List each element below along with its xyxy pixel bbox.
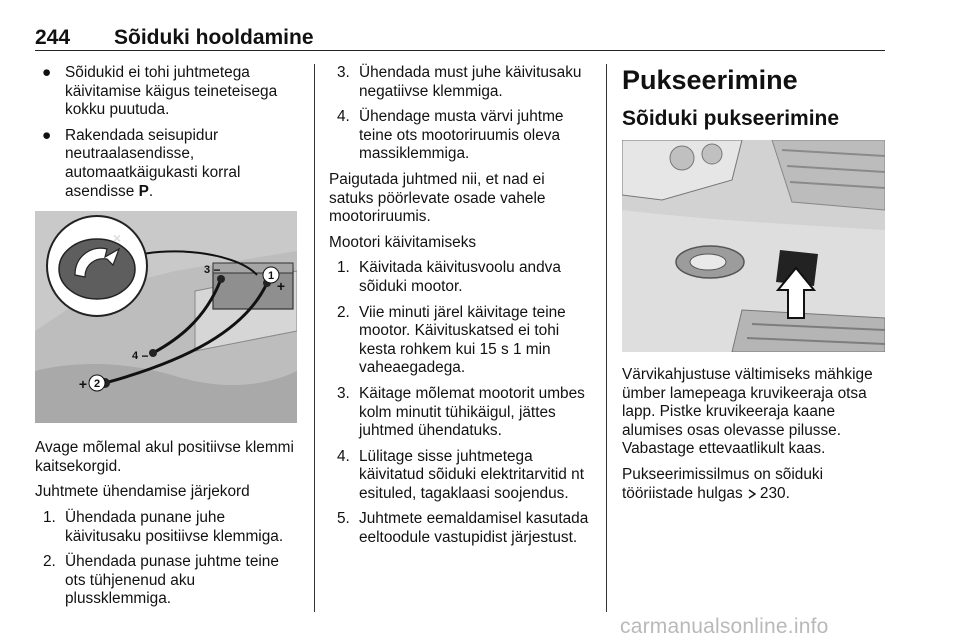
paragraph-text: Pukseerimissilmus on sõiduki tööriistade hulgas: [622, 465, 824, 502]
list-text: Ühendada punane juhe käivitusaku positiivse klemmiga.: [65, 508, 284, 545]
svg-text:×: ×: [112, 230, 122, 247]
paragraph: Mootori käivitamiseks: [329, 233, 477, 251]
page-header: [35, 26, 885, 52]
bullet-text-end: .: [148, 182, 154, 200]
list-item: [329, 510, 591, 547]
callout-4-minus: −: [141, 349, 149, 364]
list-number: 4.: [337, 108, 350, 126]
page-number: 244: [35, 26, 71, 49]
paragraph: Juhtmete ühendamise järjekord: [35, 483, 250, 501]
callout-3: 3: [203, 264, 211, 277]
bullet-text: Sõidukid ei tohi juhtmetega käivitamise käigus teineteisega kokku puutuda.: [65, 64, 278, 119]
reference-arrow-icon: [747, 486, 757, 496]
paragraph: Värvikahjustuse vältimiseks mähkige ümber lamepeaga kruvikeeraja otsa lapp. Pistke kruvikeeraja kaane alumises osas olevasse pilusse. Vabastage ettevaatlikult kaas.: [622, 366, 873, 458]
list-text: Lülitage sisse juhtmetega käivitatud sõiduki elektritarvitid nt esituled, tagaklaasi soojendus.: [359, 447, 584, 502]
list-text: Ühendada must juhe käivitusaku negatiivse klemmiga.: [359, 64, 582, 100]
paragraph: Avage mõlemal akul positiivse klemmi kaitsekorgid.: [35, 439, 294, 475]
list-item: [35, 553, 300, 609]
watermark: carmanualsonline.info: [620, 615, 829, 638]
callout-3-minus: −: [213, 263, 221, 278]
list-item: [329, 108, 591, 164]
bullet-marker: ●: [42, 126, 52, 144]
list-text: Ühendage musta värvi juhtme teine ots mootoriruumis oleva massiklemmiga.: [359, 108, 564, 163]
list-item: [329, 385, 591, 441]
column-right: [622, 64, 885, 510]
paragraph: [622, 466, 885, 503]
list-number: 5.: [337, 510, 350, 528]
gear-position-p: P: [138, 182, 149, 200]
list-number: 2.: [43, 553, 56, 571]
header-divider: [35, 50, 885, 51]
callout-4: 4: [131, 350, 139, 363]
jump-start-illustration: [35, 211, 297, 423]
list-item: [35, 509, 300, 546]
list-number: 3.: [337, 384, 350, 402]
paragraph-end: .: [785, 484, 790, 502]
column-divider-left: [314, 64, 315, 612]
column-left: [35, 64, 300, 616]
list-number: 1.: [337, 259, 350, 277]
bullet-item: [35, 127, 300, 201]
callout-2-plus: +: [78, 376, 88, 393]
list-text: Juhtmete eemaldamisel kasutada eeltoodule vastupidist järjestust.: [359, 510, 589, 547]
list-text: Ühendada punase juhtme teine ots tühjenenud aku plussklemmiga.: [65, 553, 279, 608]
page-reference[interactable]: 230: [759, 484, 786, 502]
list-text: Käitage mõlemat mootorit umbes kolm minutit tühikäigul, jättes juhtmed ühendatuks.: [359, 384, 585, 440]
list-item: [329, 64, 591, 101]
bullet-item: [35, 64, 300, 120]
section-title: Sõiduki hooldamine: [114, 26, 314, 49]
callout-2: 2: [93, 378, 101, 391]
callout-1-plus: +: [276, 278, 286, 295]
subsection-heading: Sõiduki pukseerimine: [622, 107, 840, 130]
list-number: 3.: [337, 64, 350, 81]
list-text: Käivitada käivitusvoolu andva sõiduki mootor.: [359, 259, 561, 295]
list-number: 1.: [43, 508, 56, 526]
bullet-text: Rakendada seisupidur neutraalasendisse, automaatkäigukasti korral asendisse: [65, 126, 241, 200]
bullet-marker: ●: [42, 64, 52, 81]
column-middle: [329, 64, 591, 555]
list-text: Viie minuti järel käivitage teine mootor. Käivituskatsed ei tohi kesta rohkem kui 15 s 1 min vaheaegadega.: [359, 303, 566, 377]
list-item: [329, 448, 591, 504]
list-item: [329, 304, 591, 378]
list-number: 2.: [337, 303, 350, 321]
list-number: 4.: [337, 447, 350, 465]
towing-eye-cover-illustration: [622, 140, 885, 352]
chapter-heading: Pukseerimine: [622, 65, 798, 95]
column-divider-right: [606, 64, 607, 612]
callout-1: 1: [267, 270, 275, 283]
paragraph: Paigutada juhtmed nii, et nad ei satuks pöörlevate osade vahele mootoriruumis.: [329, 170, 546, 226]
list-item: [329, 259, 591, 296]
